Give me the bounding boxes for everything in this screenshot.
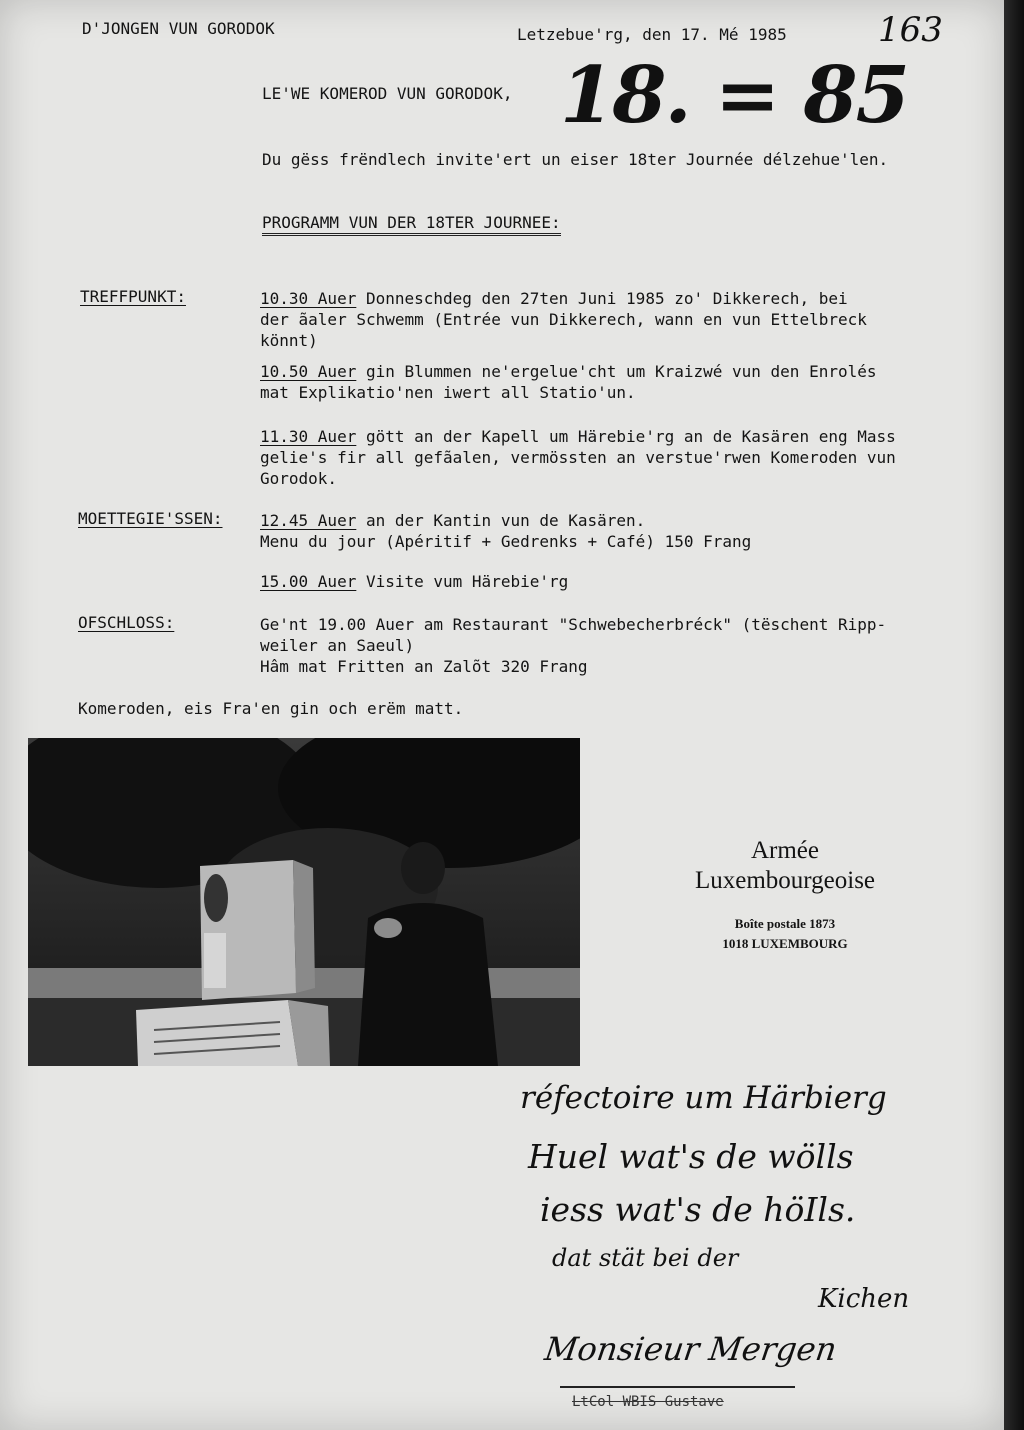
army-name-line2: Luxembourgeoise bbox=[694, 867, 876, 894]
handwritten-line-3: iess wat's de höIls. bbox=[540, 1190, 856, 1229]
handwritten-line-2: Huel wat's de wölls bbox=[528, 1137, 854, 1176]
entry-1245: 12.45 Auer an der Kantin vun de Kasären. Menu du jour (Apéritif + Gedrenks + Café) 150 Frang bbox=[260, 511, 752, 551]
invitation-text: Du gëss frëndlech invite'ert un eiser 18ter Journée délzehue'len. bbox=[262, 150, 889, 169]
salutation: LE'WE KOMEROD VUN GORODOK, bbox=[262, 84, 513, 103]
memorial-photo-drawing bbox=[28, 738, 580, 1066]
section-label-treffpunkt: TREFFPUNKT: bbox=[80, 287, 186, 306]
army-city: 1018 LUXEMBOURG bbox=[722, 936, 848, 951]
entry-1500: 15.00 Auer Visite vum Härebie'rg bbox=[260, 572, 569, 591]
section-label-moettegiessen: MOETTEGIE'SSEN: bbox=[78, 509, 223, 528]
binding-edge bbox=[1004, 0, 1024, 1430]
memorial-photo bbox=[28, 738, 580, 1066]
closing-line: Komeroden, eis Fra'en gin och erëm matt. bbox=[78, 699, 464, 718]
signature-underline bbox=[560, 1384, 800, 1390]
program-title: PROGRAMM VUN DER 18TER JOURNEE: bbox=[262, 212, 561, 236]
org-name: D'JONGEN VUN GORODOK bbox=[82, 19, 275, 38]
stamp-number: 18. = 85 bbox=[560, 50, 908, 141]
army-letterhead bbox=[660, 836, 910, 896]
army-box: Boîte postale 1873 bbox=[734, 916, 836, 931]
place-date: Letzebue'rg, den 17. Mé 1985 bbox=[517, 25, 787, 44]
army-address bbox=[660, 914, 910, 954]
entry-1050: 10.50 Auer gin Blummen ne'ergelue'cht um Kraizwé vun den Enrolés mat Explikatio'nen iwert all Statio'un. bbox=[260, 362, 877, 402]
army-name-line1: Armée bbox=[750, 837, 820, 864]
entry-1030: 10.30 Auer Donneschdeg den 27ten Juni 1985 zo' Dikkerech, bei der ãaler Schwemm (Entrée vun Dikkerech, wann en vun Ettelbreck könnt) bbox=[260, 289, 867, 350]
struck-name: LtCol WBIS Gustave bbox=[572, 1394, 724, 1410]
entry-ofschloss: Ge'nt 19.00 Auer am Restaurant "Schwebecherbréck" (tëschent Ripp- weiler an Saeul) Hâm mat Fritten an Zalõt 320 Frang bbox=[260, 615, 887, 676]
handwritten-line-5: Kichen bbox=[818, 1284, 910, 1314]
section-label-ofschloss: OFSCHLOSS: bbox=[78, 613, 175, 632]
page-number: 163 bbox=[878, 10, 943, 50]
entry-1130: 11.30 Auer gött an der Kapell um Härebie'rg an de Kasären eng Mass gelie's fir all gefãalen, vermössten an verstue'rwen Komeroden vun Gorodok. bbox=[260, 427, 896, 488]
signature: Monsieur Mergen bbox=[542, 1330, 840, 1368]
handwritten-line-1: réfectoire um Härbierg bbox=[520, 1080, 887, 1116]
handwritten-line-4: dat stät bei der bbox=[552, 1244, 739, 1272]
